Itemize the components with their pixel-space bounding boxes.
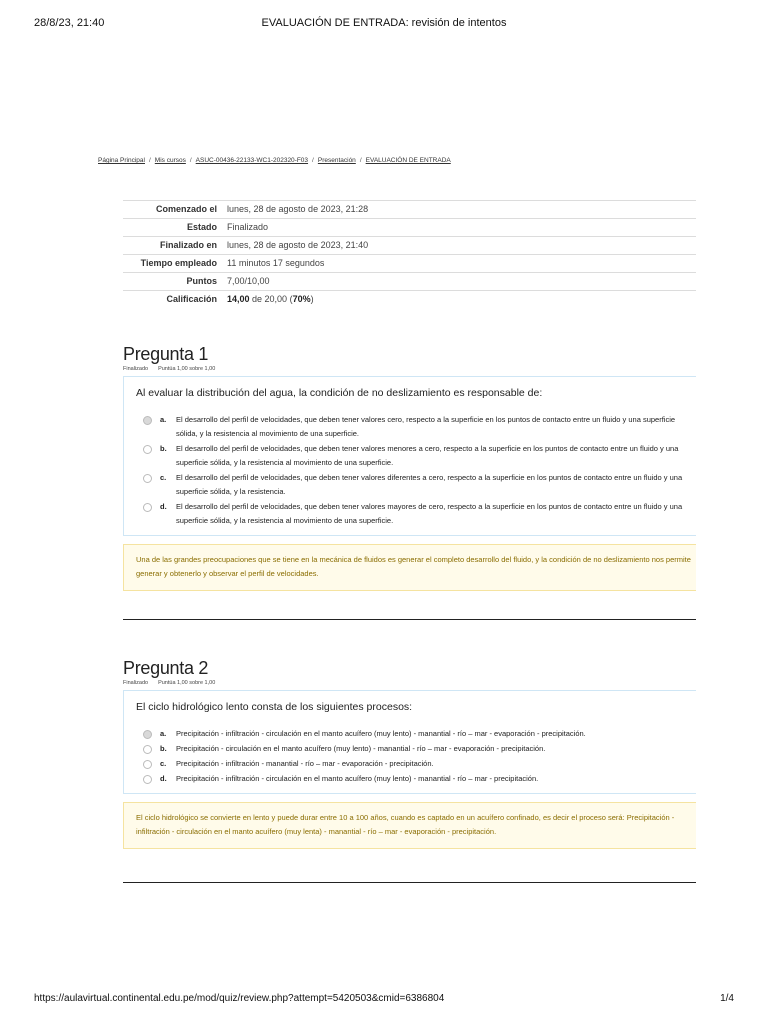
radio-icon[interactable] [143,775,152,784]
summary-row-grade [123,291,696,309]
answer-option-d[interactable] [136,500,696,528]
summary-row [123,237,696,255]
question-divider [123,619,696,620]
summary-label: Comenzado el [123,201,223,219]
breadcrumb: Página Principal / Mis cursos / ASUC-00436-22133-WC1-202320-F03 / Presentación / EVALUACIÓN DE ENTRADA [98,157,451,164]
summary-value: 11 minutos 17 segundos [223,255,696,273]
summary-value: Finalizado [223,219,696,237]
summary-label: Finalizado en [123,237,223,255]
question-box [123,376,696,536]
answer-option-b[interactable] [136,742,696,756]
print-date: 28/8/23, 21:40 [34,17,105,29]
radio-selected-icon[interactable] [143,416,152,425]
radio-selected-icon[interactable] [143,730,152,739]
print-header [34,17,734,31]
question-text: El ciclo hidrológico lento consta de los siguientes procesos: [136,701,413,713]
question-meta [123,366,696,372]
summary-label: Tiempo empleado [123,255,223,273]
question-title: Pregunta 2 [123,658,209,678]
radio-icon[interactable] [143,474,152,483]
breadcrumb-home[interactable]: Página Principal [98,157,145,164]
question-mark: Puntúa 1,00 sobre 1,00 [158,366,216,372]
summary-row [123,219,696,237]
option-letter: d. [160,774,167,783]
radio-icon[interactable] [143,745,152,754]
question-box [123,690,696,794]
grade-score: 14,00 [227,294,250,304]
summary-value: lunes, 28 de agosto de 2023, 21:28 [223,201,696,219]
answer-option-c[interactable] [136,471,696,499]
option-text: El desarrollo del perfil de velocidades, que deben tener valores mayores de cero, respecto a la superficie en los puntos de contacto entre un fluido y una superficie sólida, y la resistencia al movimiento de una superficie. [176,502,683,525]
option-letter: c. [160,759,167,768]
answer-option-b[interactable] [136,442,696,470]
option-letter: c. [160,473,167,482]
question-divider [123,882,696,883]
answer-option-c[interactable] [136,757,696,771]
question-feedback: Una de las grandes preocupaciones que se tiene en la mecánica de fluidos es generar el completo desarrollo del fluido, y la condición de no deslizamiento nos permite generar y obtenerlo y observar el perfil de velocidades. [123,544,696,591]
question-state: Finalizado [123,366,149,372]
question-2 [123,658,696,849]
breadcrumb-my-courses[interactable]: Mis cursos [154,157,186,164]
option-letter: a. [160,415,167,424]
question-1 [123,344,696,591]
summary-label: Estado [123,219,223,237]
answer-option-a[interactable] [136,727,696,741]
radio-icon[interactable] [143,503,152,512]
print-url: https://aulavirtual.continental.edu.pe/mod/quiz/review.php?attempt=5420503&cmid=6386804 [34,993,445,1004]
option-text: El desarrollo del perfil de velocidades, que deben tener valores cero, respecto a la superficie en los puntos de contacto entre un fluido y una superficie sólida, y la resistencia al movimiento de una superficie. [176,415,676,438]
option-text: El desarrollo del perfil de velocidades, que deben tener valores diferentes a cero, respecto a la superficie en los puntos de contacto entre un fluido y una superficie sólida, y la resistencia. [176,473,683,496]
grade-percent: 70% [292,294,311,304]
option-letter: b. [160,744,167,753]
summary-label: Calificación [123,291,223,309]
answer-option-d[interactable] [136,772,696,786]
question-title: Pregunta 1 [123,344,209,364]
option-text: Precipitación - infiltración - circulación en el manto acuífero (muy lento) - manantial - río – mar - evaporación - precipitación. [176,729,586,738]
question-state: Finalizado [123,680,149,686]
summary-label: Puntos [123,273,223,291]
print-title: EVALUACIÓN DE ENTRADA: revisión de intentos [261,17,507,29]
attempt-summary-table [123,200,696,308]
breadcrumb-course[interactable]: ASUC-00436-22133-WC1-202320-F03 [195,157,309,164]
option-text: Precipitación - infiltración - manantial - río – mar - evaporación - precipitación. [176,759,434,768]
option-text: Precipitación - circulación en el manto acuífero (muy lento) - manantial - río – mar - evaporación - precipitación. [176,744,546,753]
option-text: El desarrollo del perfil de velocidades, que deben tener valores menores a cero, respecto a la superficie en los puntos de contacto entre un fluido y una superficie sólida, y la resistencia al movimiento de una superficie. [176,444,679,467]
question-mark: Puntúa 1,00 sobre 1,00 [158,680,216,686]
summary-row [123,273,696,291]
question-meta [123,680,696,686]
option-text: Precipitación - infiltración - circulación en el manto acuífero (muy lento) - manantial - río – mar - precipitación. [176,774,539,783]
print-page-number: 1/4 [720,993,734,1004]
summary-value: 7,00/10,00 [223,273,696,291]
radio-icon[interactable] [143,760,152,769]
breadcrumb-quiz[interactable]: EVALUACIÓN DE ENTRADA [365,157,451,164]
question-feedback: El ciclo hidrológico se convierte en lento y puede durar entre 10 a 100 años, cuando es captado en un acuífero confinado, es decir el proceso será: Precipitación - infiltración - circulación en el manto acuífero (muy lenta) - manantial - río – mar - evaporación - precipitación. [123,802,696,849]
option-letter: b. [160,444,167,453]
question-text: Al evaluar la distribución del agua, la condición de no deslizamiento es responsable de: [136,387,543,399]
summary-grade-value: 14,00 de 20,00 (70%) [223,291,696,309]
option-letter: d. [160,502,167,511]
answer-option-a[interactable] [136,413,696,441]
summary-row [123,255,696,273]
summary-row [123,201,696,219]
option-letter: a. [160,729,167,738]
summary-value: lunes, 28 de agosto de 2023, 21:40 [223,237,696,255]
radio-icon[interactable] [143,445,152,454]
breadcrumb-section[interactable]: Presentación [317,157,356,164]
